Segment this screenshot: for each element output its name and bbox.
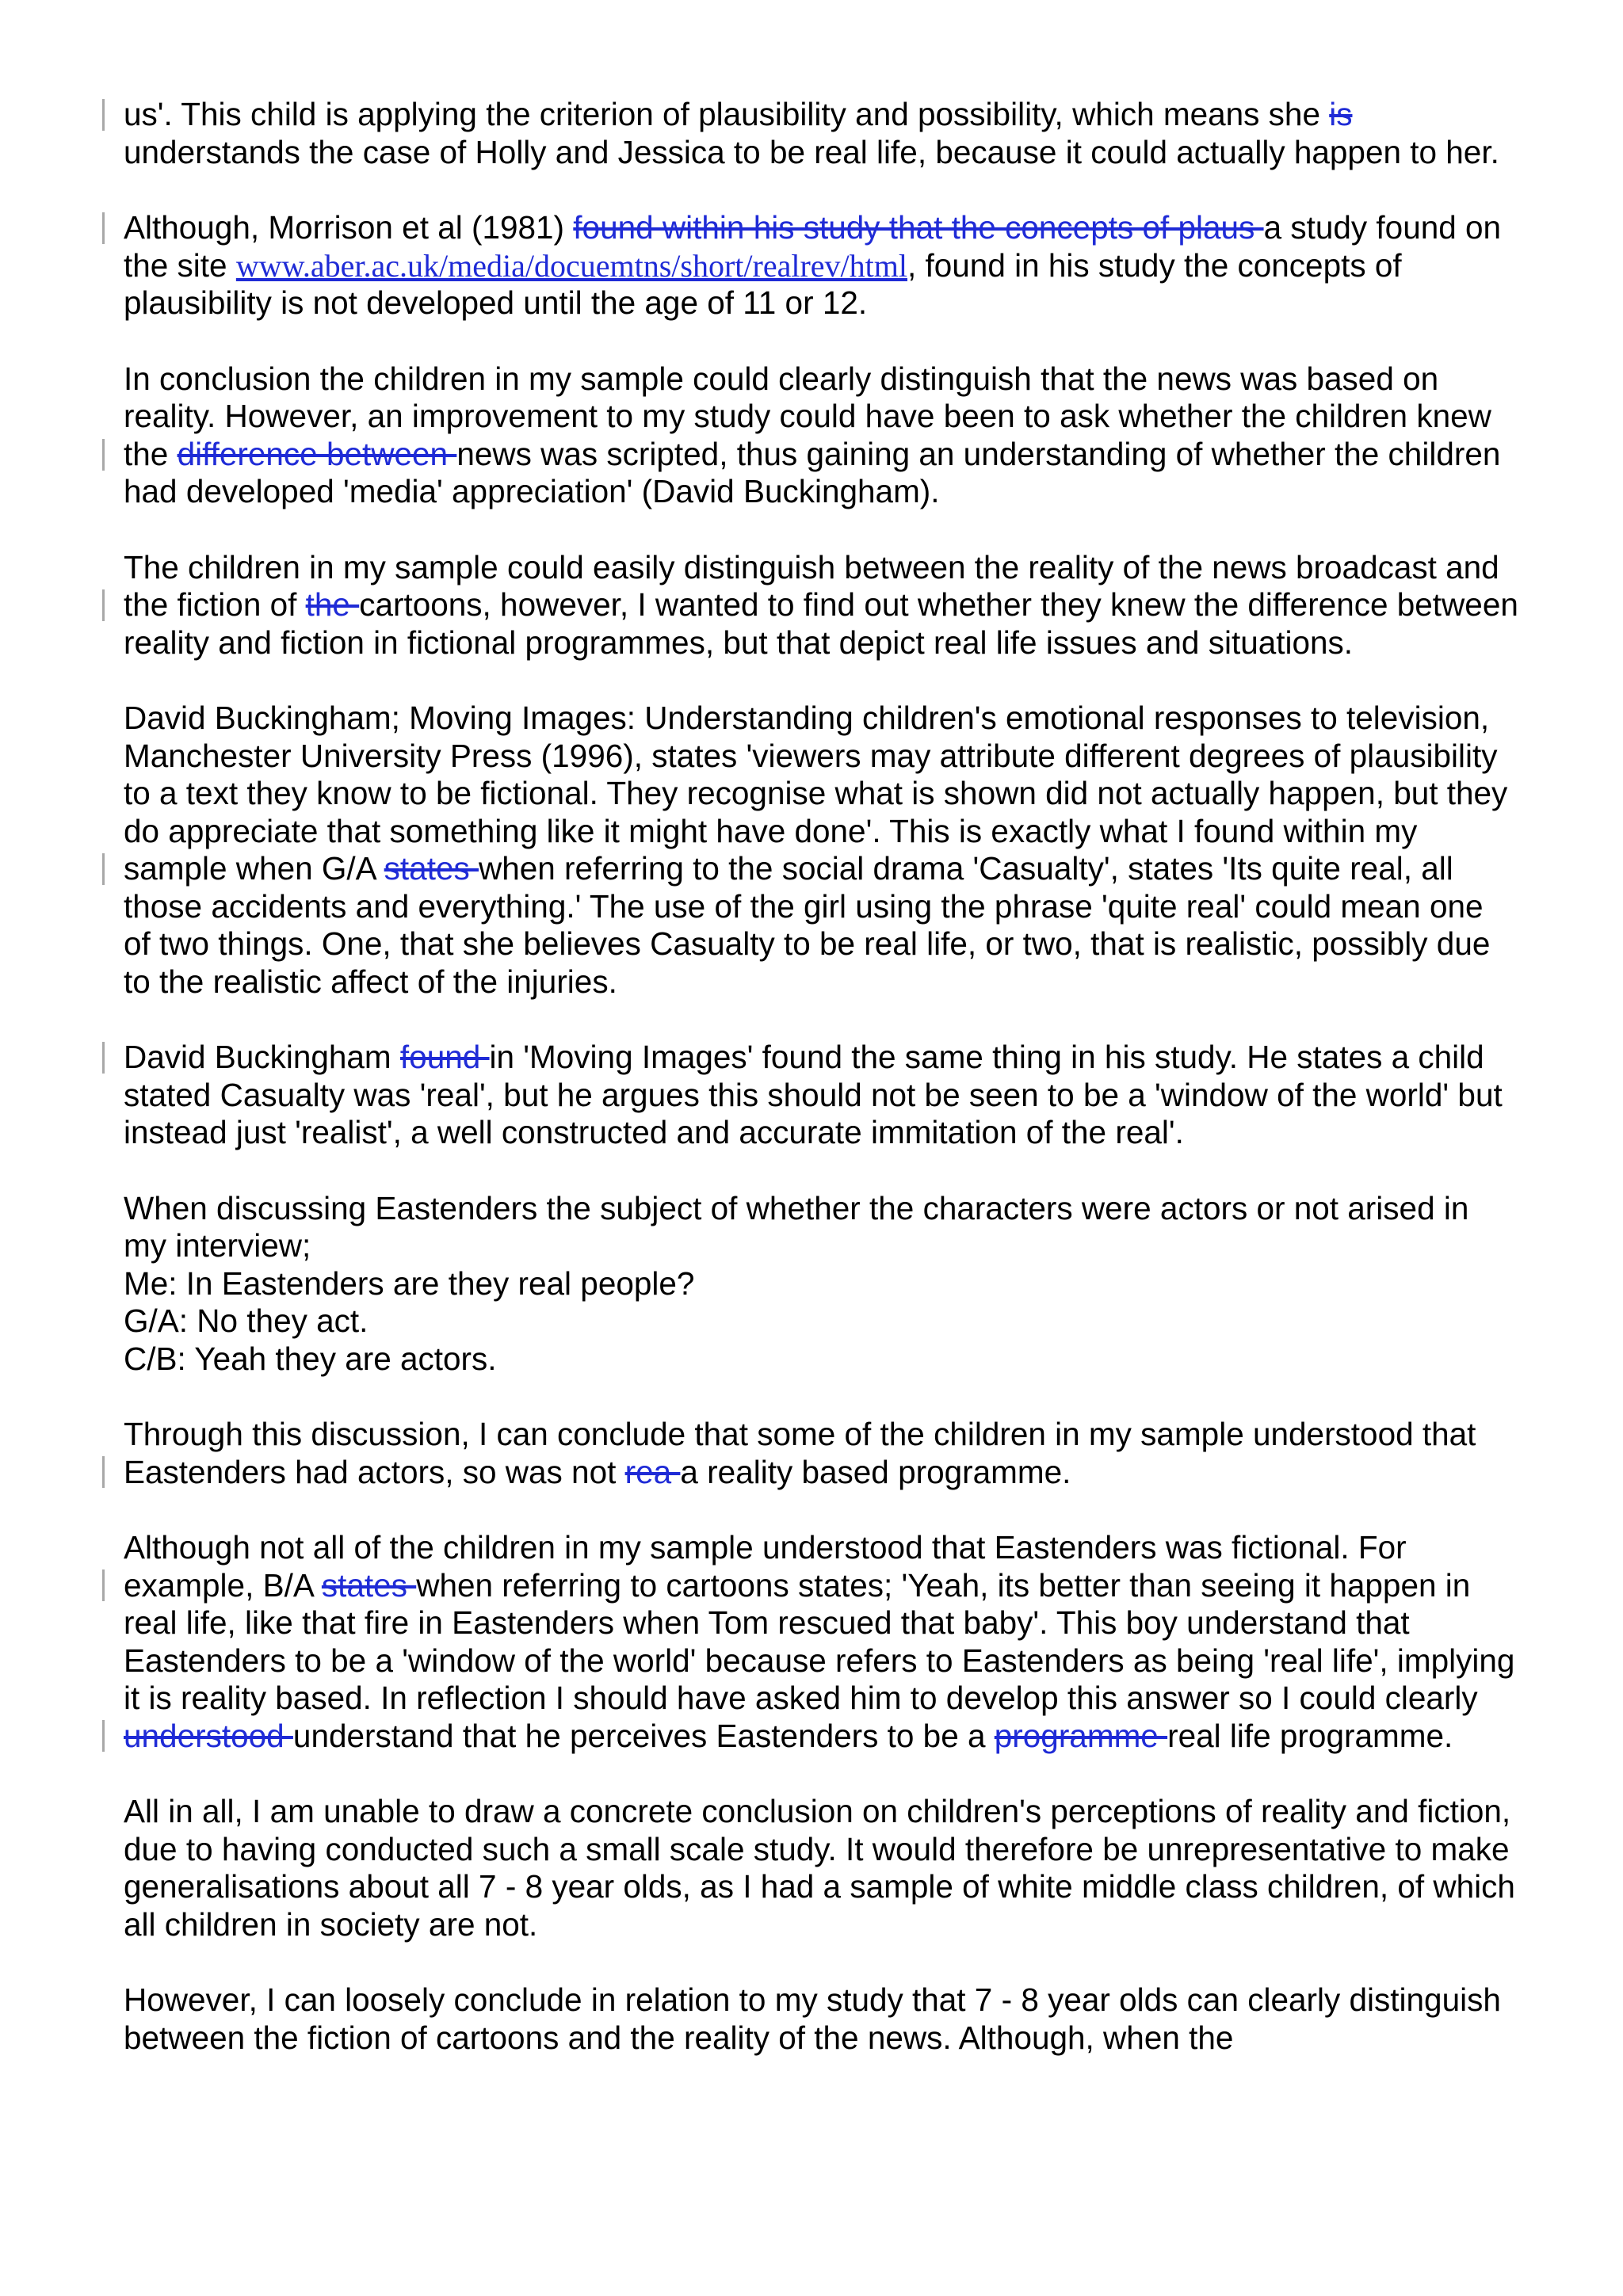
paragraph-loose-conclusion	[124, 1981, 1518, 2057]
paragraph-text: when referring to cartoons states; 'Yeah, its better than seeing it happen in real life, like that fire in Eastenders when Tom rescued that baby'. This boy understand that Eastenders to be a 'window of the world' because refers to Eastenders as being 'real life', implying it is reality based. In reflection I should have asked him to develop this answer so I could clearly	[124, 1566, 1515, 1716]
deleted-text: is	[1329, 96, 1353, 132]
deleted-text: difference between	[177, 435, 457, 472]
paragraph-eastenders-fictional	[124, 1529, 1518, 1755]
paragraph-eastenders-interview	[124, 1190, 1518, 1379]
paragraph-text: us'. This child is applying the criterion of plausibility and possibility, which means she	[124, 96, 1330, 132]
change-bar	[102, 439, 105, 471]
paragraph-text: , found in his study the concepts of plausibility is not developed until the age of 11 or 12.	[124, 246, 1402, 321]
change-bar	[102, 99, 105, 131]
paragraph-text: news was scripted, thus gaining an understanding of whether the children had developed 'media' appreciation' (David Buckingham).	[124, 435, 1501, 509]
paragraph-text: David Buckingham; Moving Images: Understanding children's emotional responses to television, Manchester University Press (1996), states 'viewers may attribute different degrees of plausibility to a text they know to be fictional. They recognise what is shown did not actually happen, but they do appreciate that something like it might have done'. This is exactly what I found within my sample when G/A	[124, 700, 1508, 887]
paragraph-cartoons	[124, 549, 1518, 662]
paragraph-text: In conclusion the children in my sample could clearly distinguish that the news was based on reality. However, an improvement to my study could have been to ask whether the children knew the	[124, 360, 1491, 472]
deleted-text: programme	[994, 1717, 1168, 1754]
change-bar	[102, 1569, 105, 1601]
interview-line: G/A: No they act.	[124, 1302, 369, 1339]
deleted-text: states	[384, 850, 479, 887]
deleted-text: rea	[624, 1453, 681, 1490]
paragraph-morrison	[124, 209, 1518, 322]
paragraph-all-in-all	[124, 1793, 1518, 1943]
paragraph-text: in 'Moving Images' found the same thing in his study. He states a child stated Casualty was 'real', but he argues this should not be seen to be a 'window of the world' but instead just 'realist', a well constructed and accurate immitation of the real'.	[124, 1039, 1503, 1150]
change-bar	[102, 1720, 105, 1752]
change-bar	[102, 589, 105, 621]
aber-url-link[interactable]: www.aber.ac.uk/media/docuemtns/short/realrev/html	[235, 247, 907, 284]
interview-line: C/B: Yeah they are actors.	[124, 1340, 497, 1377]
paragraph-text: Although not all of the children in my sample understood that Eastenders was fictional. For example, B/A	[124, 1529, 1407, 1604]
paragraph-text: cartoons, however, I wanted to find out whether they knew the difference between reality and fiction in fictional programmes, but that depict real life issues and situations.	[124, 586, 1518, 661]
paragraph-plausibility	[124, 96, 1518, 171]
deleted-text: states	[321, 1566, 417, 1604]
paragraph-text: All in all, I am unable to draw a concrete conclusion on children's perceptions of reality and fiction, due to having conducted such a small scale study. It would therefore be unrepresentative to make generalisations about all 7 - 8 year olds, as I had a sample of white middle class children, of which all children in society are not.	[124, 1793, 1515, 1943]
paragraph-text: a study found on the site	[124, 209, 1502, 284]
paragraph-conclusion-news	[124, 360, 1518, 511]
paragraph-text: Through this discussion, I can conclude that some of the children in my sample understood that Eastenders had actors, so was not	[124, 1416, 1476, 1490]
paragraph-text: David Buckingham	[124, 1039, 400, 1075]
deleted-text: the	[305, 586, 360, 623]
paragraph-text: understand that he perceives Eastenders to be a	[292, 1717, 995, 1754]
change-bar	[102, 853, 105, 885]
paragraph-text: When discussing Eastenders the subject of whether the characters were actors or not arised in my interview;	[124, 1189, 1469, 1264]
paragraph-buckingham-moving-images	[124, 700, 1518, 1001]
deleted-text: found	[399, 1039, 490, 1075]
paragraph-buckingham-casualty	[124, 1039, 1518, 1152]
deleted-text: found within his study that the concepts of plaus	[573, 209, 1264, 246]
paragraph-text: Although, Morrison et al (1981)	[124, 209, 574, 246]
paragraph-text: However, I can loosely conclude in relation to my study that 7 - 8 year olds can clearly distinguish between the fiction of cartoons and the reality of the news. Although, when the	[124, 1981, 1501, 2056]
paragraph-text: The children in my sample could easily distinguish between the reality of the news broadcast and the fiction of	[124, 548, 1499, 623]
change-bar	[102, 212, 105, 244]
paragraph-text: a reality based programme.	[680, 1453, 1071, 1490]
deleted-text: understood	[124, 1717, 293, 1754]
paragraph-text: real life programme.	[1167, 1717, 1453, 1754]
paragraph-eastenders-actors	[124, 1416, 1518, 1491]
paragraph-text: understands the case of Holly and Jessica to be real life, because it could actually happen to her.	[124, 133, 1499, 170]
interview-line: Me: In Eastenders are they real people?	[124, 1264, 695, 1302]
document-page	[124, 96, 1518, 2095]
change-bar	[102, 1042, 105, 1074]
change-bar	[102, 1456, 105, 1488]
paragraph-text: when referring to the social drama 'Casualty', states 'Its quite real, all those accidents and everything.' The use of the girl using the phrase 'quite real' could mean one of two things. One, that she believes Casualty to be real life, or two, that is realistic, possibly due to the realistic affect of the injuries.	[124, 850, 1491, 1000]
